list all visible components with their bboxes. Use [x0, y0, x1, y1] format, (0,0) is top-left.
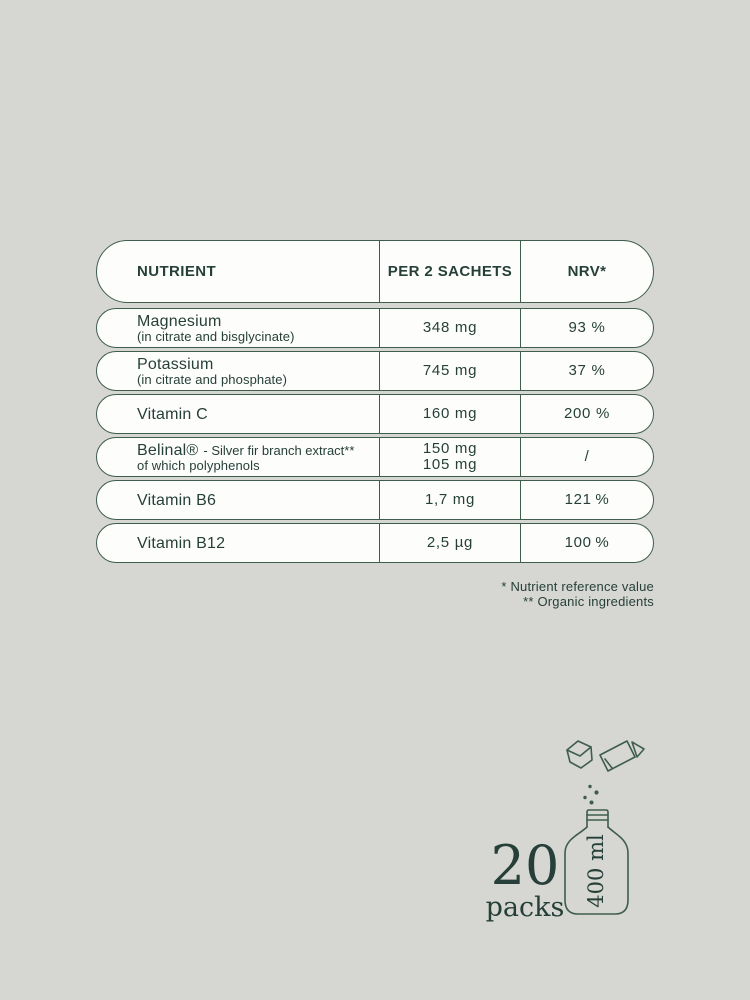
nutrient-detail: (in citrate and phosphate) [137, 371, 288, 387]
falling-powder-dots [583, 785, 598, 805]
bottle-volume-label: 400 ml [584, 834, 608, 908]
amount-value: 150 mg [422, 440, 478, 457]
nutrient-name-suffix: - Silver fir branch extract** [203, 442, 355, 458]
nutrient-cell [97, 481, 379, 519]
footnote-nrv: * Nutrient reference value [501, 579, 654, 594]
nutrient-detail: (in citrate and bisglycinate) [137, 328, 295, 344]
amount-value: 745 mg [422, 362, 478, 379]
nrv-cell [521, 309, 653, 347]
nutrient-name: Potassium [137, 355, 214, 373]
nutrient-cell [97, 309, 379, 347]
nutrient-name: Vitamin B6 [137, 491, 217, 509]
amount-cell [379, 395, 521, 433]
footnotes [501, 579, 654, 609]
pack-count: 20 [490, 834, 560, 897]
amount-value-2: 105 mg [422, 456, 478, 473]
table-row [96, 480, 654, 520]
pack-count-unit: packs [485, 892, 565, 923]
amount-cell [379, 352, 521, 390]
nrv-cell [521, 352, 653, 390]
amount-value: 2,5 µg [426, 534, 474, 551]
nrv-value: / [584, 448, 590, 465]
amount-cell [379, 438, 521, 476]
nrv-value: 37 % [568, 362, 606, 379]
table-row [96, 308, 654, 348]
nrv-cell [521, 438, 653, 476]
nutrient-name: Vitamin C [137, 405, 208, 423]
nutrient-name: Vitamin B12 [137, 534, 226, 552]
nrv-value: 100 % [564, 534, 610, 551]
sachet-icons [567, 741, 644, 771]
nrv-value: 93 % [568, 319, 606, 336]
column-header-per-2-sachets: PER 2 SACHETS [379, 241, 521, 302]
amount-value: 1,7 mg [424, 491, 476, 508]
table-row [96, 394, 654, 434]
table-row [96, 437, 654, 477]
nutrient-detail: of which polyphenols [137, 457, 260, 473]
nutrient-cell [97, 352, 379, 390]
nutrient-name: Belinal® [137, 441, 199, 459]
bottle-icon [565, 810, 628, 914]
nrv-cell [521, 524, 653, 562]
column-header-nrv: NRV* [567, 263, 607, 280]
amount-value: 348 mg [422, 319, 478, 336]
nutrient-cell [97, 395, 379, 433]
nutrition-table [96, 240, 654, 566]
nrv-cell [521, 395, 653, 433]
column-header-nutrient: NUTRIENT [137, 263, 217, 280]
table-row [96, 351, 654, 391]
amount-cell [379, 524, 521, 562]
nutrient-cell [97, 438, 379, 476]
nrv-value: 121 % [564, 491, 610, 508]
nrv-value: 200 % [563, 405, 611, 422]
pouring-illustration [555, 733, 655, 923]
nutrient-cell [97, 524, 379, 562]
amount-value: 160 mg [422, 405, 478, 422]
table-row [96, 523, 654, 563]
amount-cell [379, 309, 521, 347]
nutrient-name: Magnesium [137, 312, 222, 330]
nrv-cell [521, 481, 653, 519]
table-header-row [96, 240, 654, 303]
amount-cell [379, 481, 521, 519]
footnote-organic: ** Organic ingredients [523, 594, 654, 609]
